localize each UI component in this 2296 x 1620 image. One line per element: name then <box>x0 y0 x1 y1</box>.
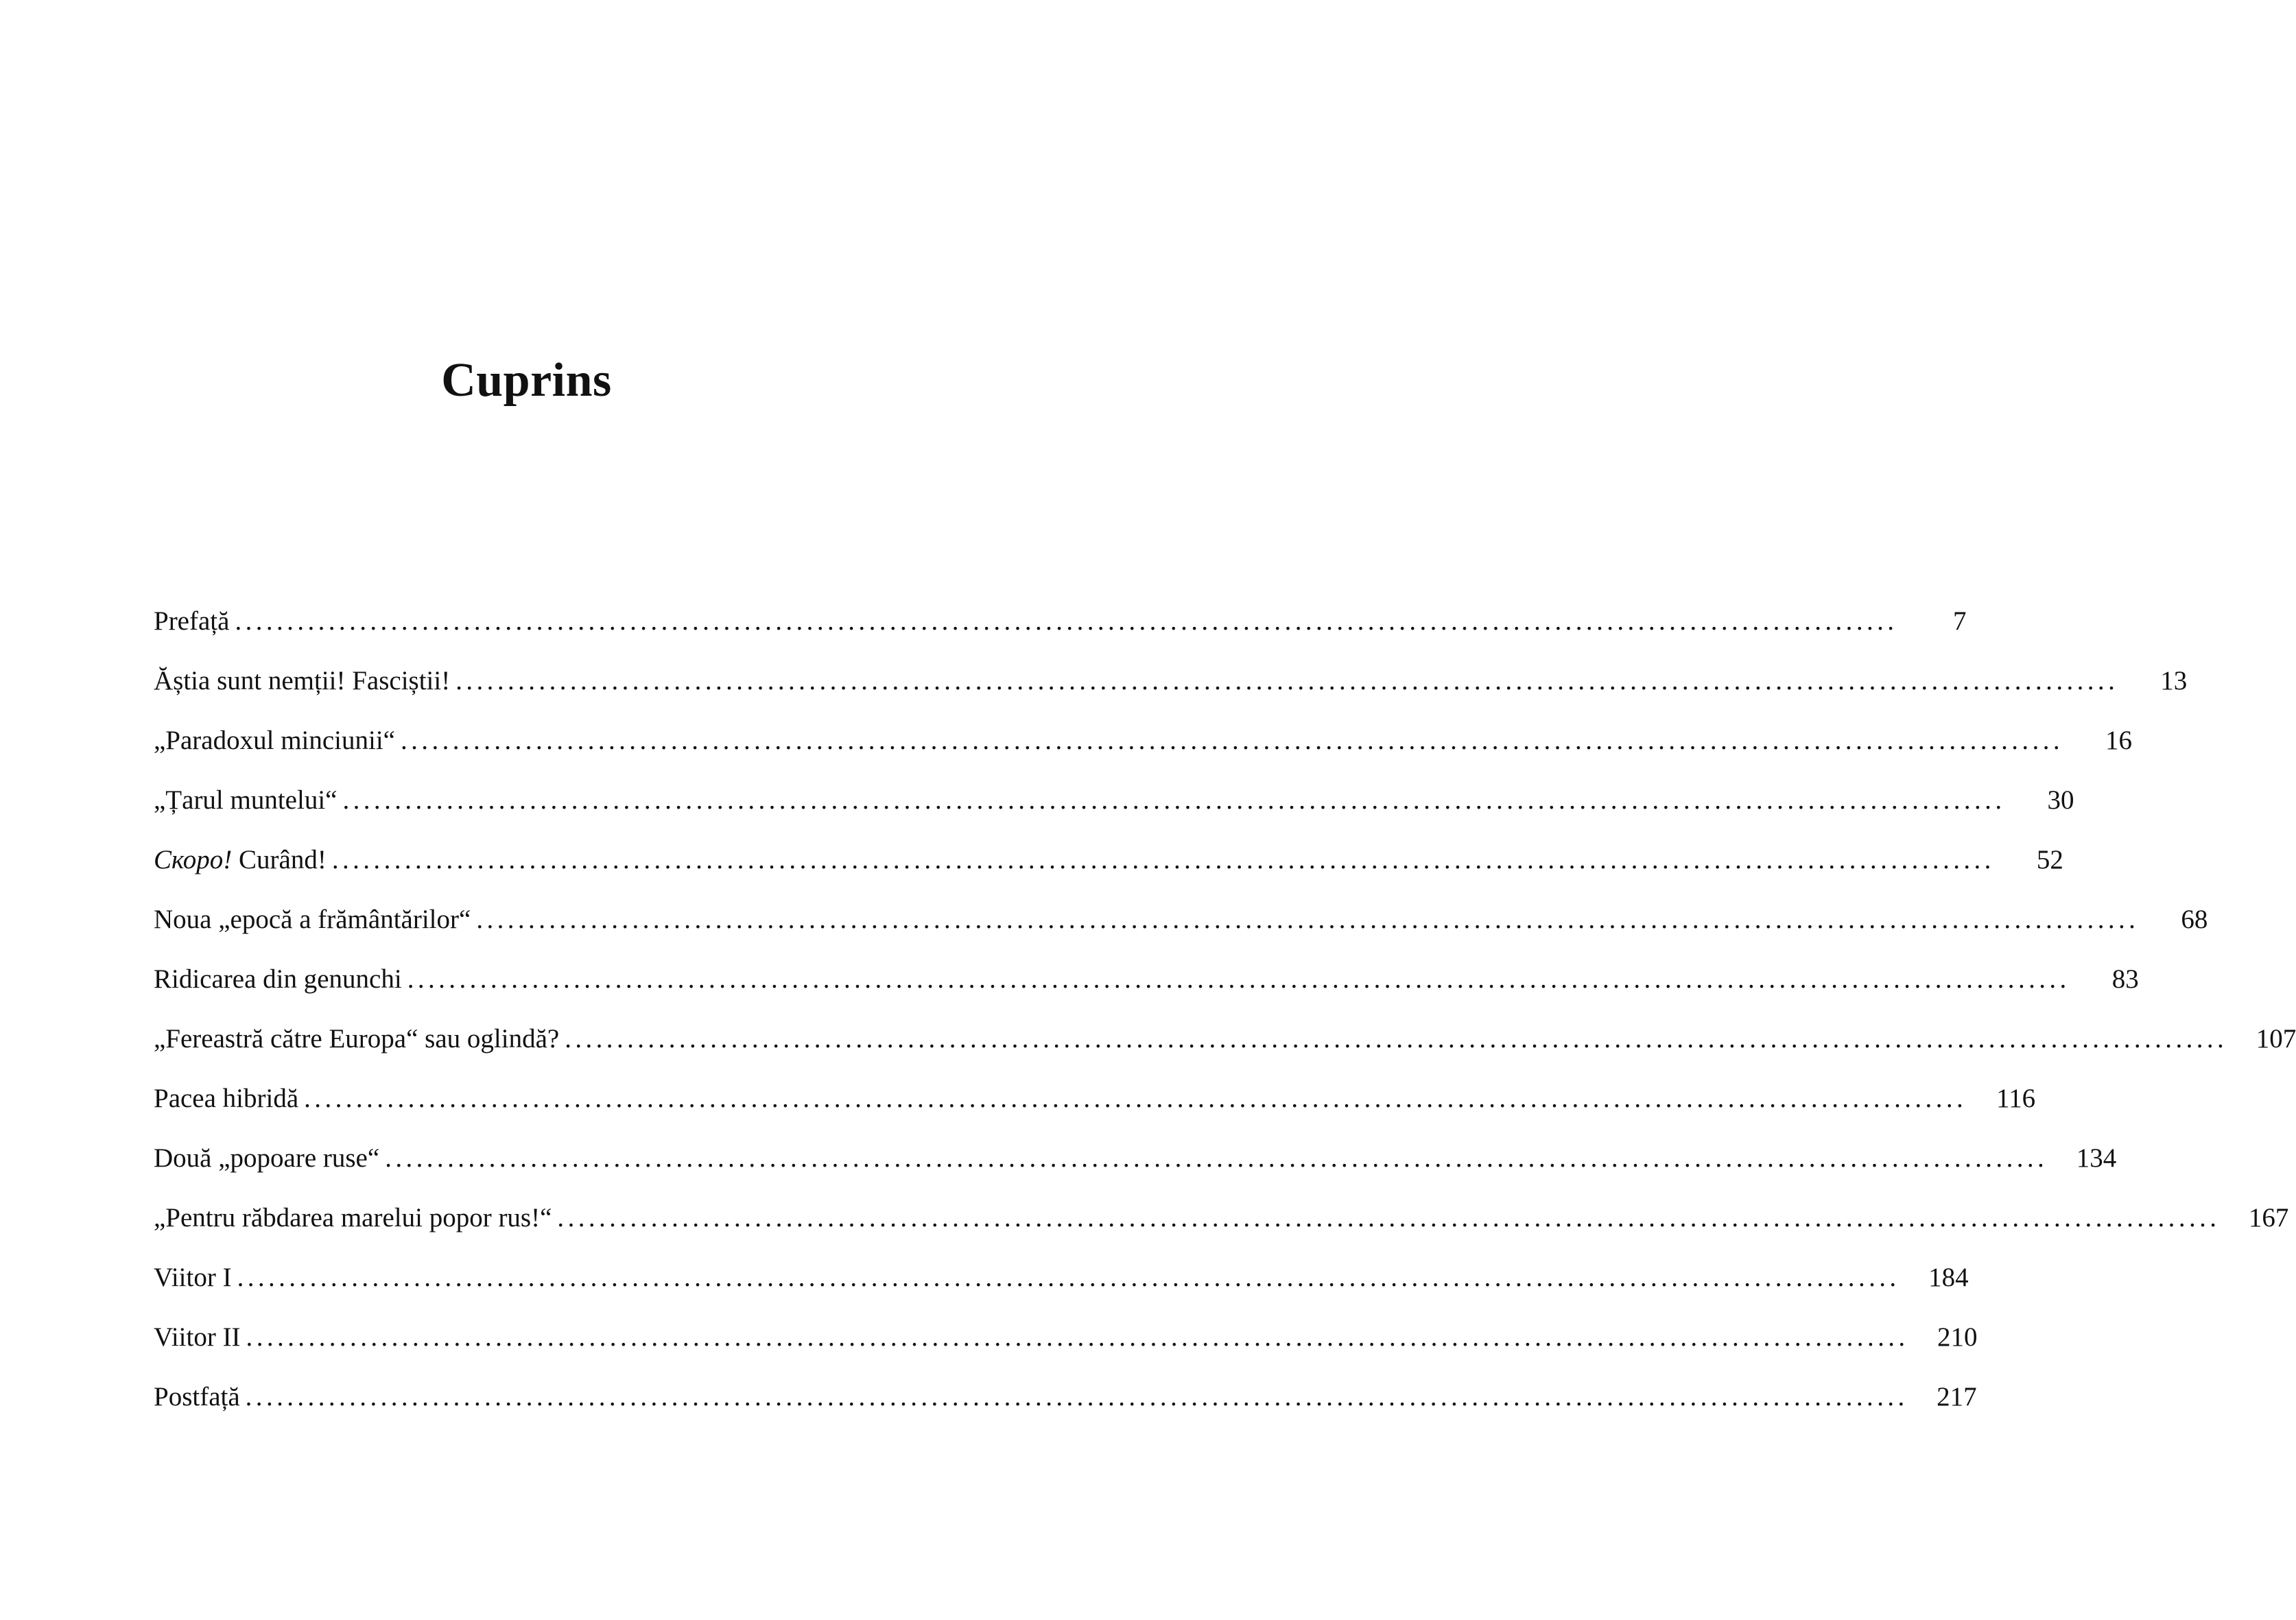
dot-leader: ................................................................................................................................................................ <box>401 726 2063 755</box>
toc-entry-label: „Pentru răbdarea marelui popor rus!“ <box>154 1203 552 1232</box>
dot-leader: ................................................................................................................................................................ <box>246 1322 1909 1352</box>
toc-entry-postfata <box>154 1382 1977 1443</box>
toc-entry-pacea-hibrida <box>154 1084 2036 1145</box>
toc-entry-label: Pacea hibridă <box>154 1084 299 1113</box>
toc-entry-tarul-muntelui <box>154 785 2074 846</box>
toc-entry-paradoxul-minciunii <box>154 726 2132 787</box>
dot-leader: ................................................................................................................................................................ <box>331 845 1995 874</box>
dot-leader: ................................................................................................................................................................ <box>235 606 1898 636</box>
toc-entry-label: „Fereastră către Europa“ sau oglindă? <box>154 1024 560 1053</box>
toc-entry-label: Ridicarea din genunchi <box>154 964 402 994</box>
toc-entry-label: Viitor II <box>154 1322 241 1352</box>
dot-leader: ................................................................................................................................................................ <box>455 666 2119 695</box>
toc-entry-pentru-rabdarea <box>154 1203 2289 1264</box>
toc-entry-page-number: 184 <box>1928 1263 1969 1292</box>
toc-entry-doua-popoare-ruse <box>154 1143 2117 1204</box>
toc-entry-page-number: 134 <box>2076 1143 2117 1173</box>
toc-entry-label-italic: Скоро! <box>154 845 233 874</box>
toc-entry-page-number: 16 <box>2105 726 2132 755</box>
toc-entry-astia-sunt-nemtii <box>154 666 2188 727</box>
toc-entry-page-number: 107 <box>2256 1024 2296 1053</box>
toc-entry-label: Viitor I <box>154 1263 232 1292</box>
dot-leader: ................................................................................................................................................................ <box>385 1143 2048 1173</box>
dot-leader: ................................................................................................................................................................ <box>557 1203 2221 1232</box>
dot-leader: ................................................................................................................................................................ <box>476 905 2140 934</box>
toc-entry-label: „Țarul muntelui“ <box>154 785 338 815</box>
toc-entry-prefata <box>154 606 1967 667</box>
toc-entry-label-rest: Curând! <box>232 845 327 874</box>
table-of-contents <box>154 606 2296 1443</box>
dot-leader: ................................................................................................................................................................ <box>304 1084 1967 1113</box>
toc-entry-label: Prefață <box>154 606 230 636</box>
toc-entry-page-number: 83 <box>2111 964 2139 994</box>
toc-entry-viitor-i <box>154 1263 1969 1324</box>
toc-entry-page-number: 217 <box>1937 1382 1977 1411</box>
toc-entry-page-number: 7 <box>1952 606 1967 636</box>
toc-entry-label: Două „popoare ruse“ <box>154 1143 380 1173</box>
toc-entry-page-number: 30 <box>2047 785 2074 815</box>
dot-leader: ................................................................................................................................................................ <box>565 1024 2228 1053</box>
toc-entry-label <box>154 846 332 873</box>
toc-entry-label: Postfață <box>154 1382 240 1411</box>
toc-entry-page-number: 13 <box>2160 666 2188 695</box>
toc-entry-label: Noua „epocă a frământărilor“ <box>154 905 471 934</box>
toc-entry-page-number: 116 <box>1996 1084 2036 1113</box>
toc-entry-viitor-ii <box>154 1322 1978 1383</box>
toc-entry-page-number: 210 <box>1937 1322 1978 1352</box>
toc-entry-ridicarea-din-genunchi <box>154 964 2139 1025</box>
toc-entry-page-number: 167 <box>2248 1203 2289 1232</box>
toc-entry-label: „Paradoxul minciunii“ <box>154 726 395 755</box>
dot-leader: ................................................................................................................................................................ <box>237 1263 1900 1292</box>
dot-leader: ................................................................................................................................................................ <box>407 964 2070 994</box>
toc-entry-page-number: 52 <box>2036 845 2063 874</box>
dot-leader: ................................................................................................................................................................ <box>245 1382 1908 1411</box>
page-title: Cuprins <box>441 354 612 407</box>
toc-entry-page-number: 68 <box>2181 905 2208 934</box>
toc-entry-noua-epoca <box>154 905 2208 966</box>
toc-entry-skoro-curand <box>154 845 2063 906</box>
toc-entry-label: Ăștia sunt nemții! Fasciștii! <box>154 666 451 695</box>
toc-entry-fereastra-catre-europa <box>154 1024 2296 1085</box>
dot-leader: ................................................................................................................................................................ <box>342 785 2006 815</box>
